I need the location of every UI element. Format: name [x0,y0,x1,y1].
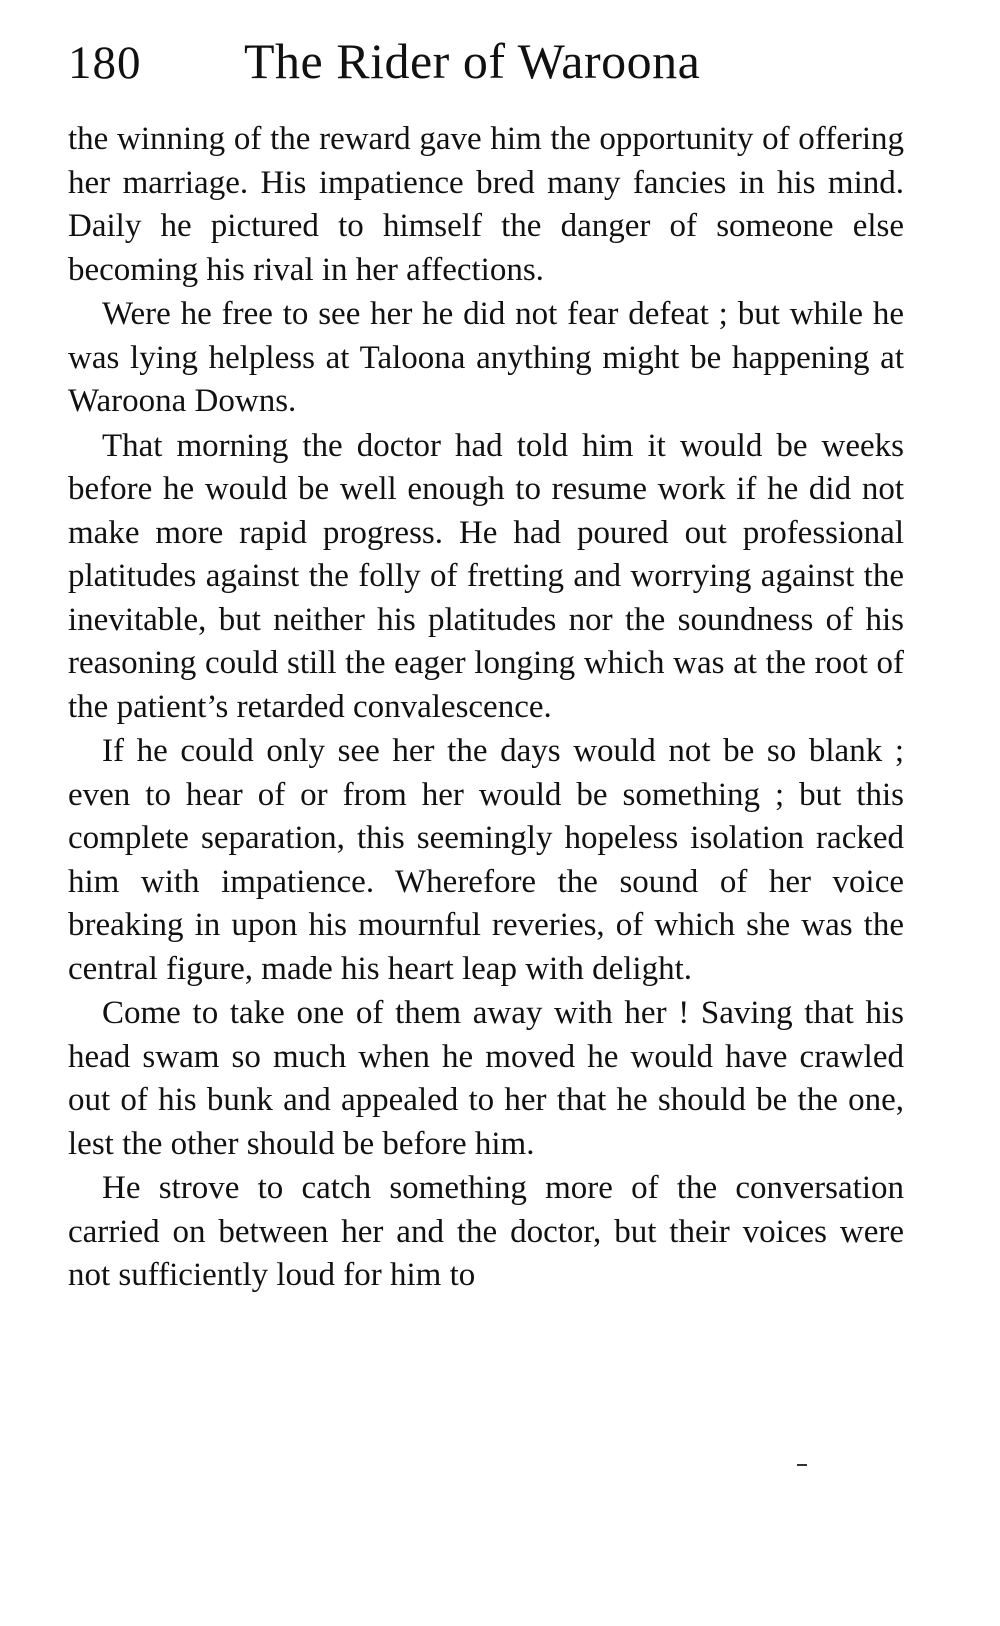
body-text [68,118,904,1298]
paragraph: He strove to catch something more of the conversation carried on between her and the doctor, but their voices were not sufficiently loud for him to [68,1170,904,1293]
paragraph: If he could only see her the days would not be so blank ; even to hear of or from her would be something ; but this complete separation, this seemingly hopeless isolation racked him with impatience. Wherefore the sound of her voice breaking in upon his mournful reveries, of which she was the central figure, made his heart leap with delight. [68,733,904,987]
printer-mark [797,1464,807,1466]
page-number: 180 [68,37,142,89]
book-title: The Rider of Waroona [244,33,701,89]
running-head [68,32,904,110]
paragraph: Come to take one of them away with her ! Saving that his head swam so much when he moved he would have crawled out of his bunk and appealed to her that he should be the one, lest the other should be before him. [68,995,904,1162]
paragraph: the winning of the reward gave him the opportunity of offering her marriage. His impatience bred many fancies in his mind. Daily he pictured to himself the danger of someone else becoming his rival in her affections. [68,121,904,288]
paragraph: Were he free to see her he did not fear defeat ; but while he was lying helpless at Taloona anything might be happening at Waroona Downs. [68,296,904,419]
book-page [68,32,904,1298]
paragraph: That morning the doctor had told him it would be weeks before he would be well enough to resume work if he did not make more rapid progress. He had poured out professional platitudes against the folly of fretting and worrying against the inevitable, but neither his platitudes nor the soundness of his reasoning could still the eager longing which was at the root of the patient’s retarded convalescence. [68,427,904,725]
